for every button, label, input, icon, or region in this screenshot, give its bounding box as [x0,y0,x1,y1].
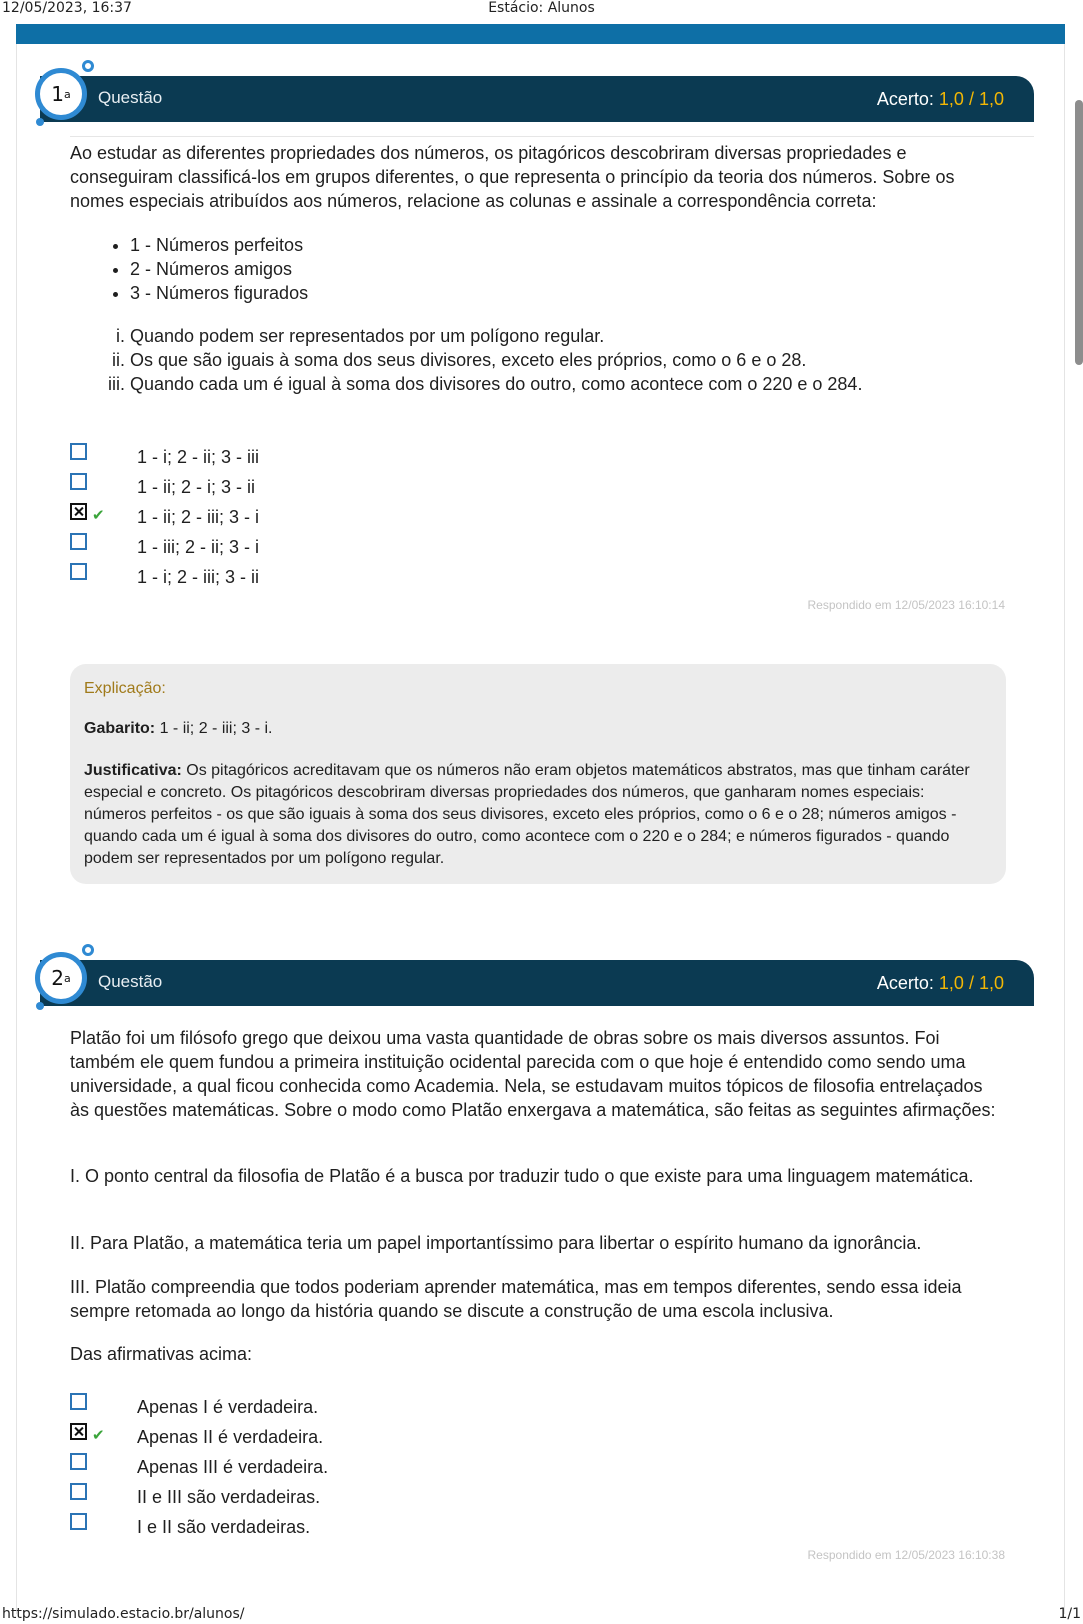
option-label: I e II são verdadeiras. [137,1517,311,1537]
checkbox[interactable] [70,563,87,580]
answered-timestamp: Respondido em 12/05/2023 16:10:14 [807,598,1005,612]
explanation-title: Explicação: [84,680,166,697]
list-item: i. Quando podem ser representados por um polígono regular. [130,324,862,348]
question-label: Questão [98,972,163,991]
print-footer [0,1602,1083,1624]
score [877,973,1004,994]
score-label: Acerto: [876,973,934,993]
question-number-badge [35,68,87,120]
frame-border-left [16,44,17,1614]
score-value: 1,0 [938,89,964,109]
column-1-list [70,233,308,305]
print-url: https://simulado.estacio.br/alunos/ [2,1606,245,1622]
checkbox[interactable] [70,533,87,550]
statement-1 [70,1164,1000,1188]
answer-key [84,720,272,738]
option-label: 1 - iii; 2 - ii; 3 - i [137,537,260,557]
list-item: iii. Quando cada um é igual à soma dos divisores do outro, como acontece com o 220 e o 284. [130,372,862,396]
question-prompt [70,1342,1000,1366]
print-page-number: 1/1 [1058,1606,1081,1622]
badge-decoration-dot [82,60,94,72]
correct-check-icon: ✔ [92,507,105,524]
option-label: Apenas III é verdadeira. [137,1457,329,1477]
checkbox-checked[interactable] [70,1423,87,1440]
print-page-title: Estácio: Alunos [488,0,595,16]
option-label: 1 - ii; 2 - i; 3 - ii [137,477,256,497]
score-max: 1,0 [978,89,1004,109]
explanation-box [70,664,1006,884]
checkbox[interactable] [70,1453,87,1470]
checkbox[interactable] [70,473,87,490]
option-label: 1 - i; 2 - iii; 3 - ii [137,567,260,587]
option-label: 1 - i; 2 - ii; 3 - iii [137,447,260,467]
option-label: 1 - ii; 2 - iii; 3 - i [137,507,260,527]
score-separator: / [968,973,974,993]
list-item: • 1 - Números perfeitos [130,233,308,257]
ordinal-indicator: a [63,87,71,101]
question-label: Questão [98,88,163,107]
checkbox[interactable] [70,1393,87,1410]
print-datetime: 12/05/2023, 16:37 [2,0,132,16]
score-separator: / [968,89,974,109]
prompt-text: Das afirmativas acima: [70,1344,253,1364]
checkbox[interactable] [70,443,87,460]
score-value: 1,0 [938,973,964,993]
question-number: 1 [51,82,64,106]
question-number-badge [35,952,87,1004]
justification-text: Os pitagóricos acreditavam que os números não eram objetos matemáticos abstratos, mas que tinham caráter especial e concreto. Os pitagóricos descobriram diversas propriedades dos números, que ganharam nomes especiais: números perfeitos - os que são iguais à soma dos seus divisores, exceto eles próprios, como o 6 e o 28; números amigos - quando cada um é igual à soma dos divisores do outro, como acontece com o 220 e o 284; e números figurados - quando podem ser representados por um polígono regular. [84,762,970,867]
option-label: Apenas I é verdadeira. [137,1397,319,1417]
question-statement: Ao estudar as diferentes propriedades dos números, os pitagóricos descobriram diversas propriedades e conseguiram classificá-los em grupos diferentes, o que representa o princípio da teoria dos números. Sobre os nomes especiais atribuídos aos números, relacione as colunas e assinale a correspondência correta: [70,143,955,211]
justification [84,760,984,870]
checkbox[interactable] [70,1483,87,1500]
question-2-header [40,960,1034,1006]
frame-border-right [1064,44,1065,1614]
scrollbar-thumb[interactable] [1075,100,1083,365]
score-label: Acerto: [876,89,934,109]
checkbox[interactable] [70,1513,87,1530]
print-header [0,0,1083,22]
question-1-header [40,76,1034,122]
divider [70,136,1034,137]
checkbox-checked[interactable] [70,503,87,520]
column-2-list [70,324,862,396]
top-nav-bar [16,24,1065,44]
option-label: II e III são verdadeiras. [137,1487,321,1507]
justification-label: Justificativa: [84,762,182,779]
ordinal-indicator: a [63,971,71,985]
question-number: 2 [51,966,64,990]
statement-text: I. O ponto central da filosofia de Platão é a busca por traduzir tudo o que existe para uma linguagem matemática. [70,1166,974,1186]
answered-timestamp: Respondido em 12/05/2023 16:10:38 [807,1548,1005,1562]
answer-key-label: Gabarito: [84,720,156,737]
statement-text: III. Platão compreendia que todos poderiam aprender matemática, mas em tempos diferentes, sendo essa ideia sempre retomada ao longo da história quando se discute a construção de uma escola inclusiva. [70,1277,962,1321]
correct-check-icon: ✔ [92,1427,105,1444]
option-label: Apenas II é verdadeira. [137,1427,324,1447]
badge-decoration-dot [82,944,94,956]
score-max: 1,0 [978,973,1004,993]
badge-decoration-dot [36,1002,44,1010]
statement-text: II. Para Platão, a matemática teria um papel importantíssimo para libertar o espírito humano da ignorância. [70,1233,922,1253]
question-statement: Platão foi um filósofo grego que deixou uma vasta quantidade de obras sobre os mais diversos assuntos. Foi também ele quem fundou a primeira instituição ocidental parecida com o que hoje é entendido como sendo uma universidade, a qual ficou conhecida como Academia. Nela, se estudavam muitos tópicos de filosofia entrelaçados às questões matemáticas. Sobre o modo como Platão enxergava a matemática, são feitas as seguintes afirmações: [70,1028,996,1120]
question-1-text [70,141,1000,213]
list-item: ii. Os que são iguais à soma dos seus divisores, exceto eles próprios, como o 6 e o 28. [130,348,862,372]
answer-key-value: 1 - ii; 2 - iii; 3 - i. [159,720,273,737]
badge-decoration-dot [36,118,44,126]
list-item: • 2 - Números amigos [130,257,308,281]
question-2-text [70,1026,1000,1122]
statement-2 [70,1231,1000,1255]
statement-3 [70,1275,1000,1323]
list-item: • 3 - Números figurados [130,281,308,305]
score [877,89,1004,110]
